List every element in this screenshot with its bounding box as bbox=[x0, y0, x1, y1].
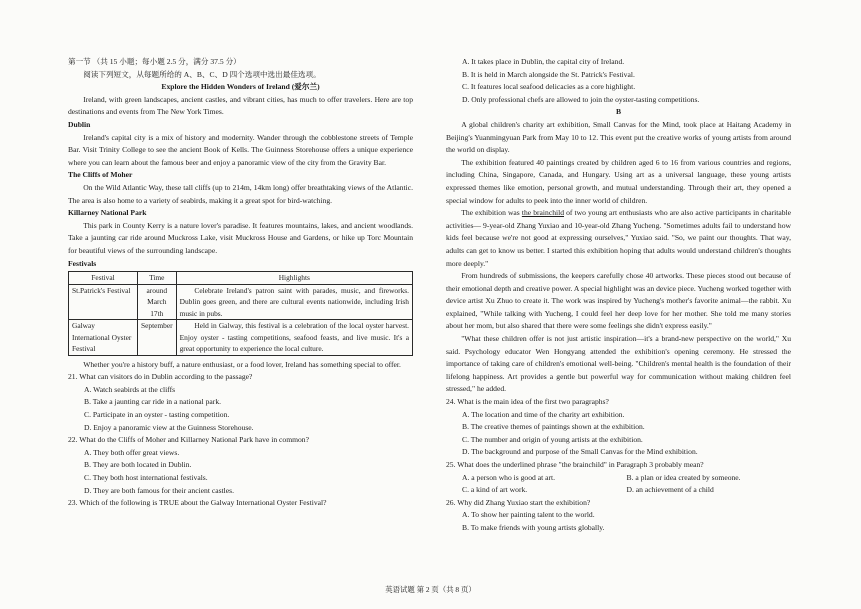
option-22c: C. They both host international festivals. bbox=[84, 472, 208, 482]
option-22a: A. They both offer great views. bbox=[84, 447, 180, 457]
section-b-label: B bbox=[615, 107, 622, 117]
option-24c: C. The number and origin of young artists at the exhibition. bbox=[462, 434, 643, 444]
option-26b: B. To make friends with young artists globally. bbox=[462, 522, 605, 532]
table-header-row bbox=[69, 272, 413, 285]
table-row bbox=[69, 320, 413, 356]
option-23c: C. It features local seafood delicacies as a core highlight. bbox=[462, 82, 636, 92]
passage-b-paragraph-5: "What these children offer is not just artistic inspiration—it's a brand-new perspective on the world," Xu said. Psychology educator Wen Hongyang attended the exhibition's opening ceremony. He stressed the importance of taking care of children's emotional well-being. "Children's mental health is the foundation of their lifelong happiness. Art provides a gentle but powerful way for communication without making children feel stressed," he added. bbox=[446, 334, 791, 394]
question-22: 22. What do the Cliffs of Moher and Killarney National Park have in common? bbox=[68, 435, 309, 445]
option-26a: A. To show her painting talent to the world. bbox=[462, 510, 595, 520]
festival-cell: St.Patrick's Festival bbox=[69, 284, 138, 320]
option-23b: B. It is held in March alongside the St. Patrick's Festival. bbox=[462, 69, 635, 79]
paragraph-3-start: The exhibition was bbox=[461, 208, 520, 218]
paragraph-3-rest: of two young art enthusiasts who are also active participants in charitable activities— 9-year-old Zhang Yuxiao and 10-year-old Zhang Yucheng. "Sometimes adults fail to understand how kids feel because we're not good at expressing ourselves," Yuxiao said. "So, we paint our thoughts. That way, adults can get to know us better. I started this exhibition hoping that adults would understand children's thoughts more deeply." bbox=[446, 208, 791, 268]
question-23: 23. Which of the following is TRUE about the Galway International Oyster Festival? bbox=[68, 498, 327, 508]
options-25-row-2 bbox=[446, 484, 791, 497]
passage-title: Explore the Hidden Wonders of Ireland (爱尔兰) bbox=[161, 82, 320, 92]
options-25-row-1 bbox=[446, 472, 791, 485]
festivals-heading: Festivals bbox=[68, 258, 97, 268]
option-24d: D. The background and purpose of the Small Canvas for the Mind exhibition. bbox=[462, 447, 698, 457]
section-title: 第一节 （共 15 小题；每小题 2.5 分，满分 37.5 分） bbox=[68, 57, 241, 66]
passage-b-paragraph-2: The exhibition featured 40 paintings created by children aged 6 to 16 from various countries and regions, including China, Singapore, Canada, and Hungary. Using art as a universal language, these young artists expressed themes like emotion, personal growth, and mutual understanding. Through their art, they opened a special window for adults to peek into the inner world of children. bbox=[446, 157, 791, 205]
time-cell: around March 17th bbox=[138, 284, 177, 320]
left-column bbox=[68, 56, 413, 510]
underlined-phrase: the brainchild bbox=[521, 208, 565, 218]
question-25: 25. What does the underlined phrase "the brainchild" in Paragraph 3 probably mean? bbox=[446, 460, 704, 469]
question-24: 24. What is the main idea of the first two paragraphs? bbox=[446, 397, 609, 407]
instructions: 阅读下列短文，从每题所给的 A、B、C、D 四个选项中选出最佳选项。 bbox=[83, 69, 321, 79]
moher-paragraph: On the Wild Atlantic Way, these tall cliffs (up to 214m, 14km long) offer breathtaking views of the Atlantic. The area is also home to a variety of seabirds, making it a great spot for bird-watching. bbox=[68, 182, 413, 205]
time-cell: September bbox=[138, 320, 177, 356]
option-24a: A. The location and time of the charity art exhibition. bbox=[462, 409, 625, 419]
option-25c: C. a kind of art work. bbox=[462, 485, 528, 495]
option-21c: C. Participate in an oyster - tasting competition. bbox=[84, 409, 230, 419]
right-column bbox=[446, 56, 791, 535]
option-21a: A. Watch seabirds at the cliffs bbox=[84, 384, 176, 394]
moher-heading: The Cliffs of Moher bbox=[68, 170, 133, 180]
option-21b: B. Take a jaunting car ride in a national park. bbox=[84, 397, 222, 407]
dublin-heading: Dublin bbox=[68, 119, 91, 129]
option-23d: D. Only professional chefs are allowed to join the oyster-tasting competitions. bbox=[462, 94, 700, 104]
question-26: 26. Why did Zhang Yuxiao start the exhibition? bbox=[446, 497, 591, 507]
festival-cell: Galway International Oyster Festival bbox=[69, 320, 138, 356]
option-25a: A. a person who is good at art. bbox=[462, 472, 556, 482]
option-21d: D. Enjoy a panoramic view at the Guinness Storehouse. bbox=[84, 422, 254, 432]
option-22d: D. They are both famous for their ancient castles. bbox=[84, 485, 234, 495]
killarney-paragraph: This park in County Kerry is a nature lover's paradise. It features mountains, lakes, and ancient woodlands. Take a jaunting car ride around Muckross Lake, visit Muckross House and Gardens, or hike up Torc Mountain for beautiful views of the surrounding landscape. bbox=[68, 220, 413, 255]
header-festival: Festival bbox=[69, 272, 138, 285]
closing-paragraph: Whether you're a history buff, a nature enthusiast, or a food lover, Ireland has something special to offer. bbox=[83, 359, 401, 369]
option-23a: A. It takes place in Dublin, the capital city of Ireland. bbox=[462, 57, 625, 66]
option-25d: D. an achievement of a child bbox=[626, 485, 714, 495]
intro-paragraph: Ireland, with green landscapes, ancient castles, and vibrant cities, has much to offer travelers. Here are top destinations and events from The New York Times. bbox=[68, 94, 413, 117]
question-21: 21. What can visitors do in Dublin according to the passage? bbox=[68, 372, 253, 382]
page-footer: 英语试题 第 2 页（共 8 页） bbox=[385, 585, 476, 594]
dublin-paragraph: Ireland's capital city is a mix of history and modernity. Wander through the cobblestone streets of Temple Bar. Visit Trinity College to see the ancient Book of Kells. The Guinness Storehouse offers a unique experience where you can learn about the famous beer and enjoy a panoramic view of the city from the Gravity Bar. bbox=[68, 132, 413, 167]
passage-b-paragraph-4: From hundreds of submissions, the keepers carefully chose 40 artworks. These pieces stood out because of their emotional depth and creative power. A special highlight was an device piece. Yucheng worked together with device artist Xu Zhuo to create it. The work was inspired by Yucheng's mother's favorite animal—the rabbit. Xu explained, "While talking with Yucheng, I could feel her deep love for her mother. She told me many stories about her mom, but also shared that there were some feelings she didn't express easily." bbox=[446, 271, 791, 331]
header-highlights: Highlights bbox=[176, 272, 412, 285]
killarney-heading: Killarney National Park bbox=[68, 208, 147, 218]
passage-b-paragraph-1: A global children's charity art exhibition, Small Canvas for the Mind, took place at Haitang Academy in Beijing's Yuanmingyuan Park from May 10 to 12. This event put the creative works of young artists from around the world on display. bbox=[446, 119, 791, 155]
highlights-cell: Celebrate Ireland's patron saint with parades, music, and fireworks. Dublin goes green, and there are cultural events nationwide, including Irish music in pubs. bbox=[176, 284, 412, 320]
festivals-table bbox=[68, 271, 413, 356]
highlights-cell: Held in Galway, this festival is a celebration of the local oyster harvest. Enjoy oyster - tasting competitions, seafood feasts, and live music. It's a great opportunity to experience the local culture. bbox=[176, 320, 412, 356]
passage-b-paragraph-3 bbox=[446, 207, 791, 270]
option-24b: B. The creative themes of paintings shown at the exhibition. bbox=[462, 422, 645, 432]
table-row bbox=[69, 284, 413, 320]
option-25b: B. a plan or idea created by someone. bbox=[626, 472, 741, 482]
header-time: Time bbox=[138, 272, 177, 285]
option-22b: B. They are both located in Dublin. bbox=[84, 460, 192, 470]
